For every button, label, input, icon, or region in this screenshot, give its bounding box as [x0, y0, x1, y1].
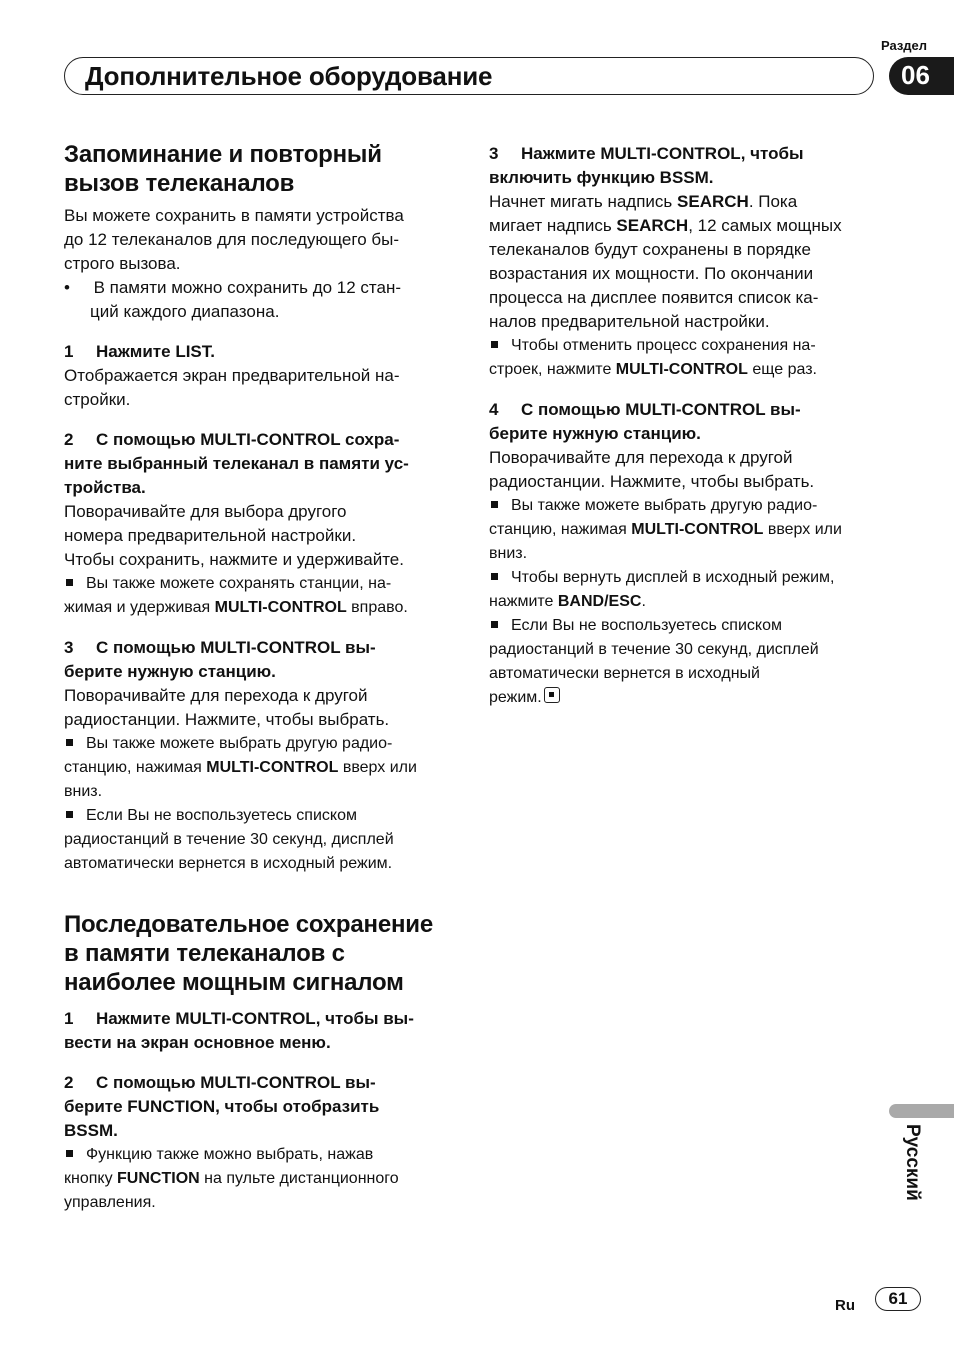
intro-paragraph: Вы можете сохранить в памяти устройства до 12 телеканалов для последующего бы- строго вызова. [64, 206, 404, 273]
square-bullet-icon [491, 501, 498, 508]
note-item: Вы также можете сохранять станции, на- жимая и удерживая MULTI-CONTROL вправо. [64, 575, 408, 616]
note-item: Если Вы не воспользуетесь списком радиостанций в течение 30 секунд, дисплей автоматически вернется в исходный режим. [64, 807, 394, 872]
step-heading: 1 Нажмите MULTI-CONTROL, чтобы вы- вести на экран основное меню. [64, 1009, 414, 1052]
step-heading: 2 С помощью MULTI-CONTROL вы- берите FUNCTION, чтобы отобразить BSSM. [64, 1073, 380, 1140]
footer-language-code: Ru [835, 1297, 855, 1314]
section-number-badge [889, 57, 954, 95]
step-body: Поворачивайте для перехода к другой радиостанции. Нажмите, чтобы выбрать. [64, 686, 390, 729]
square-bullet-icon [66, 739, 73, 746]
square-bullet-icon [491, 621, 498, 628]
step-heading: 2 С помощью MULTI-CONTROL сохра- ните выбранный телеканал в памяти ус- тройства. [64, 430, 409, 497]
note-item: Если Вы не воспользуетесь списком радиостанций в течение 30 секунд, дисплей автоматически вернется в исходный режим. [489, 617, 819, 706]
bullet-item: • В памяти можно сохранить до 12 стан- ций каждого диапазона. [64, 278, 402, 321]
heading-line: Запоминание и повторный [64, 141, 382, 168]
step-body: Начнет мигать надпись SEARCH. Пока мигает надпись SEARCH, 12 самых мощных телеканалов будут сохранены в порядке возрастания их мощности. По окончании процесса на дисплее появится список ка- налов предварительной настройки. [489, 192, 842, 331]
heading-line: вызов телеканалов [64, 170, 295, 197]
square-bullet-icon [66, 1150, 73, 1157]
section-number: 06 [901, 60, 930, 90]
step-heading: 3 С помощью MULTI-CONTROL вы- берите нужную станцию. [64, 638, 376, 681]
square-bullet-icon [66, 811, 73, 818]
chapter-header [64, 57, 874, 95]
step-body: Поворачивайте для выбора другого номера предварительной настройки. Чтобы сохранить, нажмите и удерживайте. [64, 502, 404, 569]
step-heading: 3 Нажмите MULTI-CONTROL, чтобы включить функцию BSSM. [489, 144, 804, 187]
section-heading-memory [64, 140, 456, 198]
section-label: Раздел [880, 38, 928, 53]
square-bullet-icon [491, 341, 498, 348]
note-item: Вы также можете выбрать другую радио- станцию, нажимая MULTI-CONTROL вверх или вниз. [489, 497, 842, 562]
square-bullet-icon [491, 573, 498, 580]
step-body: Отображается экран предварительной на- стройки. [64, 366, 400, 409]
section-heading-bssm: Последовательное сохранение в памяти телеканалов с наиболее мощным сигналом [64, 911, 433, 996]
step-heading: 4 С помощью MULTI-CONTROL вы- берите нужную станцию. [489, 400, 801, 443]
language-tab [889, 1104, 954, 1118]
step-heading: 1 Нажмите LIST. [64, 342, 215, 361]
note-item: Чтобы отменить процесс сохранения на- строек, нажмите MULTI-CONTROL еще раз. [489, 337, 817, 378]
note-item: Чтобы вернуть дисплей в исходный режим, нажмите BAND/ESC. [489, 569, 835, 610]
note-item: Функцию также можно выбрать, нажав кнопку FUNCTION на пульте дистанционного управления. [64, 1146, 399, 1211]
right-column [489, 142, 884, 710]
note-item: Вы также можете выбрать другую радио- станцию, нажимая MULTI-CONTROL вверх или вниз. [64, 735, 417, 800]
square-bullet-icon [66, 579, 73, 586]
step-body: Поворачивайте для перехода к другой радиостанции. Нажмите, чтобы выбрать. [489, 448, 815, 491]
page-number: 61 [875, 1287, 921, 1311]
language-label: Русский [902, 1124, 923, 1201]
end-of-section-icon [544, 687, 560, 703]
left-column [64, 140, 456, 1215]
chapter-title: Дополнительное оборудование [85, 61, 493, 91]
